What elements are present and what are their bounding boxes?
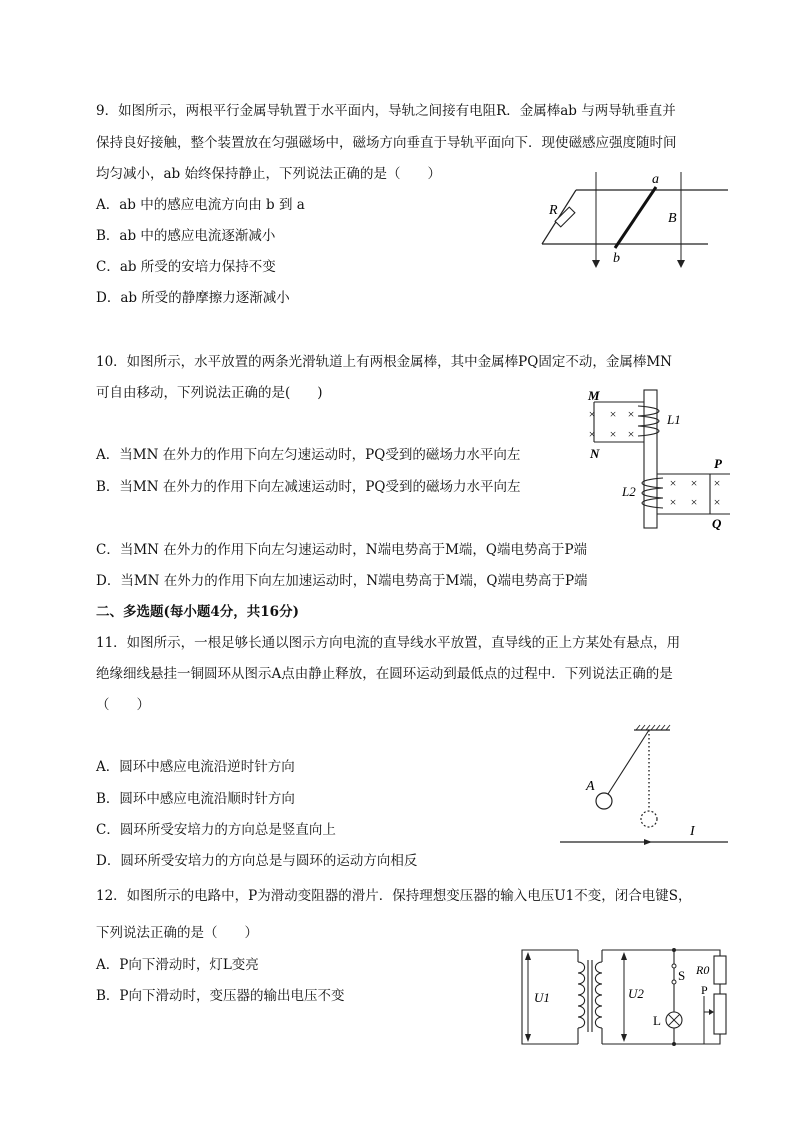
q10-label-m: M [588, 388, 600, 403]
q12-label-s: S [678, 968, 686, 983]
q9-resistor [555, 207, 575, 227]
q10-label-l2: L2 [622, 484, 636, 499]
q11-stem-line-3: （ ） [96, 697, 150, 713]
q11-option-d: D．圆环所受安培力的方向总是与圆环的运动方向相反 [96, 853, 418, 869]
q10-cross: × [690, 476, 698, 490]
q10-option-d: D．当MN 在外力的作用下向左加速运动时，N端电势高于M端，Q端电势高于P端 [96, 573, 588, 589]
q9-label-field: B [668, 211, 677, 226]
q10-cross: × [609, 427, 617, 441]
q10-cross: × [609, 407, 617, 421]
q12-label-r0: R0 [696, 963, 710, 977]
q11-label-i: I [690, 824, 695, 839]
q12-resistor-r0 [714, 956, 726, 984]
q10-label-n: N [590, 446, 600, 461]
q10-label-q: Q [712, 516, 722, 531]
q10-label-l1: L1 [667, 412, 681, 427]
q9-label-a: a [652, 172, 659, 187]
q10-cross: × [588, 407, 596, 421]
q12-figure [514, 936, 734, 1056]
q12-label-l: L [653, 1013, 661, 1028]
section-title-multiple-choice: 二、多选题(每小题4分，共16分) [96, 604, 299, 620]
q12-label-u2: U2 [628, 986, 644, 1001]
q11-stem-line-2: 绝缘细线悬挂一铜圆环从图示A点由静止释放，在圆环运动到最低点的过程中．下列说法正确的是 [96, 666, 673, 682]
q11-option-b: B．圆环中感应电流沿顺时针方向 [96, 791, 295, 807]
q10-cross: × [713, 495, 721, 509]
q10-cross: × [588, 427, 596, 441]
q12-primary-coil [578, 962, 585, 1028]
q9-label-r: R [549, 203, 558, 218]
q10-cross: × [627, 427, 635, 441]
q10-stem-line-2: 可自由移动，下列说法正确的是( ) [96, 385, 323, 401]
q10-label-p: P [714, 456, 722, 471]
q9-stem-line-3: 均匀减小，ab 始终保持静止，下列说法正确的是（ ） [96, 166, 441, 182]
q11-option-c: C．圆环所受安培力的方向总是竖直向上 [96, 822, 336, 838]
q12-rheostat [714, 994, 726, 1034]
q11-label-a: A [586, 779, 595, 794]
q11-option-a: A．圆环中感应电流沿逆时针方向 [96, 759, 295, 775]
q10-cross: × [669, 476, 677, 490]
q9-stem-line-2: 保持良好接触，整个装置放在匀强磁场中，磁场方向垂直于导轨平面向下．现使磁感应强度随时间 [96, 135, 677, 151]
q10-option-a: A．当MN 在外力的作用下向左匀速运动时，PQ受到的磁场力水平向左 [96, 447, 521, 463]
q11-ring-lowest [641, 811, 657, 827]
q10-cross: × [627, 407, 635, 421]
q11-figure [556, 722, 732, 850]
q9-option-d: D．ab 所受的静摩擦力逐渐减小 [96, 290, 290, 306]
q9-rod-ab [615, 187, 656, 248]
q9-option-b: B．ab 中的感应电流逐渐减小 [96, 228, 276, 244]
q9-label-b: b [613, 251, 620, 266]
q11-ring-start [596, 793, 612, 809]
q10-cross: × [690, 495, 698, 509]
q12-option-b: B．P向下滑动时，变压器的输出电压不变 [96, 988, 345, 1004]
q9-option-a: A．ab 中的感应电流方向由 b 到 a [96, 197, 305, 213]
q12-secondary-coil [595, 962, 602, 1028]
q12-stem-line-2: 下列说法正确的是（ ） [96, 925, 258, 941]
q10-option-c: C．当MN 在外力的作用下向左匀速运动时，N端电势高于M端，Q端电势高于P端 [96, 542, 588, 558]
q9-option-c: C．ab 所受的安培力保持不变 [96, 259, 276, 275]
q10-stem-line-1: 10．如图所示，水平放置的两条光滑轨道上有两根金属棒，其中金属棒PQ固定不动，金属棒MN [96, 354, 672, 370]
q9-figure [538, 168, 734, 274]
q12-option-a: A．P向下滑动时，灯L变亮 [96, 957, 259, 973]
q10-option-b: B．当MN 在外力的作用下向左减速运动时，PQ受到的磁场力水平向左 [96, 479, 521, 495]
q10-cross: × [669, 495, 677, 509]
q10-cross: × [713, 476, 721, 490]
q12-label-p: P [701, 983, 708, 997]
q12-label-u1: U1 [534, 990, 550, 1005]
q10-figure [586, 386, 734, 534]
q11-stem-line-1: 11．如图所示，一根足够长通以图示方向电流的直导线水平放置，直导线的正上方某处有悬点，用 [96, 635, 681, 651]
q12-stem-line-1: 12．如图所示的电路中，P为滑动变阻器的滑片．保持理想变压器的输入电压U1不变，闭合电键S， [96, 888, 692, 904]
q9-stem-line-1: 9．如图所示，两根平行金属导轨置于水平面内，导轨之间接有电阻R．金属棒ab 与两导轨垂直并 [96, 103, 676, 119]
